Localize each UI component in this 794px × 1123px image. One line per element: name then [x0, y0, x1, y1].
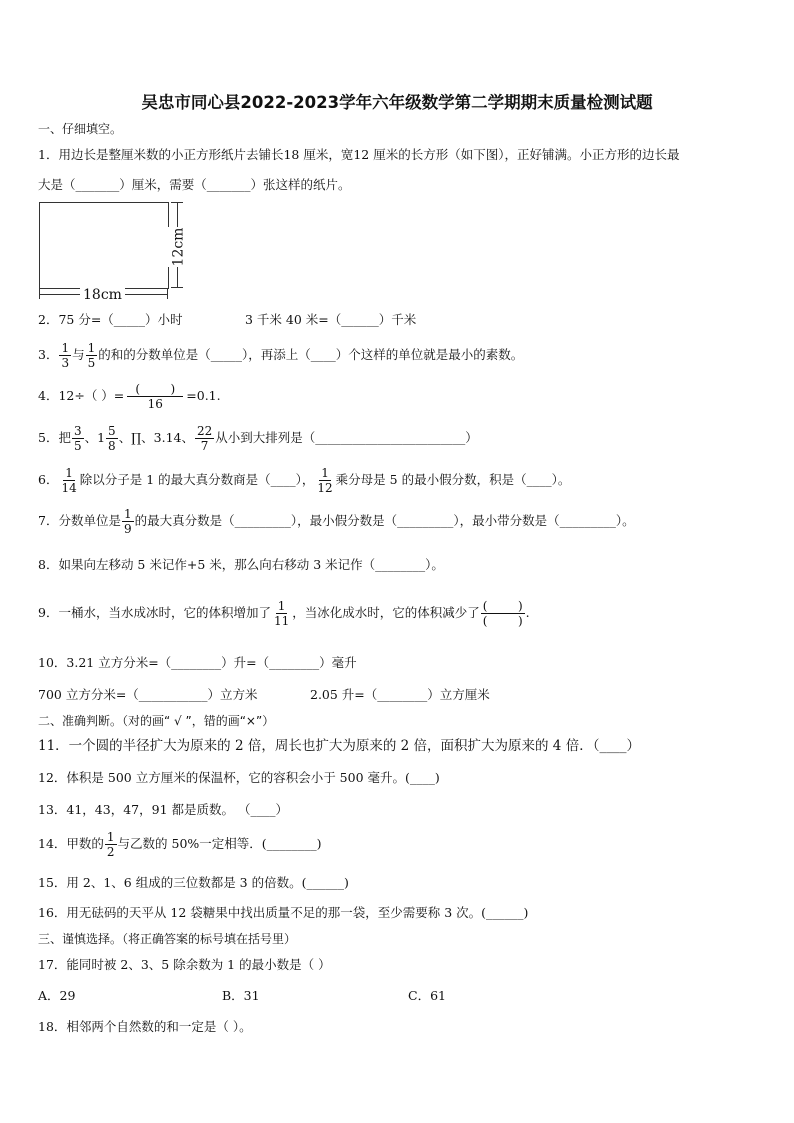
fraction: $\frac{1}{3}$ [61, 341, 70, 370]
question-11: 11．一个圆的半径扩大为原来的 2 倍，周长也扩大为原来的 2 倍，面积扩大为原来的 4 倍．（____） [38, 738, 640, 754]
fraction: $\frac{( )}{( )}$ [482, 599, 523, 628]
section-2-heading: 二、准确判断。（对的画“ √ ”，错的画“×”） [38, 714, 275, 728]
question-13: 13．41，43，47，91 都是质数。 （____） [38, 802, 288, 817]
fraction: $\frac{1}{12}$ [317, 466, 333, 495]
fraction: $\frac{3}{5}$ [73, 424, 82, 453]
question-10-line-2a: 700 立方分米=（___________）立方米 [38, 687, 258, 702]
height-tick-top [171, 202, 183, 203]
question-10-line-1: 10．3.21 立方分米=（________）升=（________）毫升 [38, 655, 357, 670]
question-17-option-b: B．31 [222, 988, 260, 1003]
fraction: $\frac{1}{5}$ [87, 341, 96, 370]
width-tick-right [167, 289, 168, 299]
width-tick-left [39, 289, 40, 299]
question-16: 16．用无砝码的天平从 12 袋糖果中找出质量不足的那一袋，至少需要称 3 次。(______) [38, 905, 529, 920]
rectangle-figure [39, 202, 169, 289]
question-18: 18．相邻两个自然数的和一定是（ ）。 [38, 1019, 252, 1034]
question-4: 4．12÷（ ）= $\frac{( )}{16}$ =0.1. [38, 382, 221, 411]
fraction: $\frac{22}{7}$ [196, 424, 213, 453]
question-10-line-2b: 2.05 升=（________）立方厘米 [310, 687, 490, 702]
question-17-option-a: A．29 [38, 988, 76, 1003]
question-17-option-c: C．61 [408, 988, 446, 1003]
question-12: 12．体积是 500 立方厘米的保温杯，它的容积会小于 500 毫升。(____) [38, 770, 440, 785]
question-2b: 3 千米 40 米=（______）千米 [245, 312, 417, 327]
question-8: 8．如果向左移动 5 米记作+5 米，那么向右移动 3 米记作（________）。 [38, 557, 444, 572]
fraction: $\frac{1}{9}$ [123, 507, 132, 536]
question-1-line-1: 1．用边长是整厘米数的小正方形纸片去铺长18 厘米，宽12 厘米的长方形（如下图），正好铺满。小正方形的边长最 [38, 147, 680, 162]
fraction: $\frac{1}{14}$ [61, 466, 77, 495]
height-label: 12cm [166, 227, 190, 267]
question-5: 5．把 $\frac{3}{5}$ 、1 $\frac{5}{8}$ 、∏、3.14、 $\frac{22}{7}$ 从小到大排列是（________________________） [38, 424, 478, 453]
section-3-heading: 三、谨慎选择。（将正确答案的标号填在括号里） [38, 932, 297, 946]
question-14: 14．甲数的 $\frac{1}{2}$ 与乙数的 50%一定相等．(________) [38, 830, 322, 859]
question-3: 3． $\frac{1}{3}$ 与 $\frac{1}{5}$ 的和的分数单位是（_____），再添上（____）个这样的单位就是最小的素数。 [38, 341, 524, 370]
question-2a: 2．75 分=（_____）小时 [38, 312, 183, 327]
fraction: $\frac{( )}{16}$ [125, 382, 185, 411]
question-7: 7．分数单位是 $\frac{1}{9}$ 的最大真分数是（_________），最小假分数是（_________），最小带分数是（_________）。 [38, 507, 635, 536]
question-9: 9．一桶水，当水成冰时，它的体积增加了 $\frac{1}{11}$ ，当冰化成水时，它的体积减少了 $\frac{( )}{( )}$ . [38, 599, 530, 628]
height-tick-bottom [171, 287, 183, 288]
width-label: 18cm [80, 288, 125, 302]
fraction: $\frac{1}{2}$ [106, 830, 115, 859]
page-title: 吴忠市同心县2022-2023学年六年级数学第二学期期末质量检测试题 [141, 93, 653, 112]
fraction: $\frac{1}{11}$ [273, 599, 290, 628]
fraction: $\frac{5}{8}$ [108, 424, 116, 453]
question-6: 6． $\frac{1}{14}$ 除以分子是 1 的最大真分数商是（____）， $\frac{1}{12}$ 乘分母是 5 的最小假分数，积是（____）。 [38, 466, 571, 495]
section-1-heading: 一、仔细填空。 [38, 122, 123, 136]
question-17: 17．能同时被 2、3、5 除余数为 1 的最小数是（ ） [38, 957, 331, 972]
question-15: 15．用 2、1、6 组成的三位数都是 3 的倍数。(______) [38, 875, 349, 890]
question-1-line-2: 大是（_______）厘米，需要（_______）张这样的纸片。 [38, 177, 351, 192]
